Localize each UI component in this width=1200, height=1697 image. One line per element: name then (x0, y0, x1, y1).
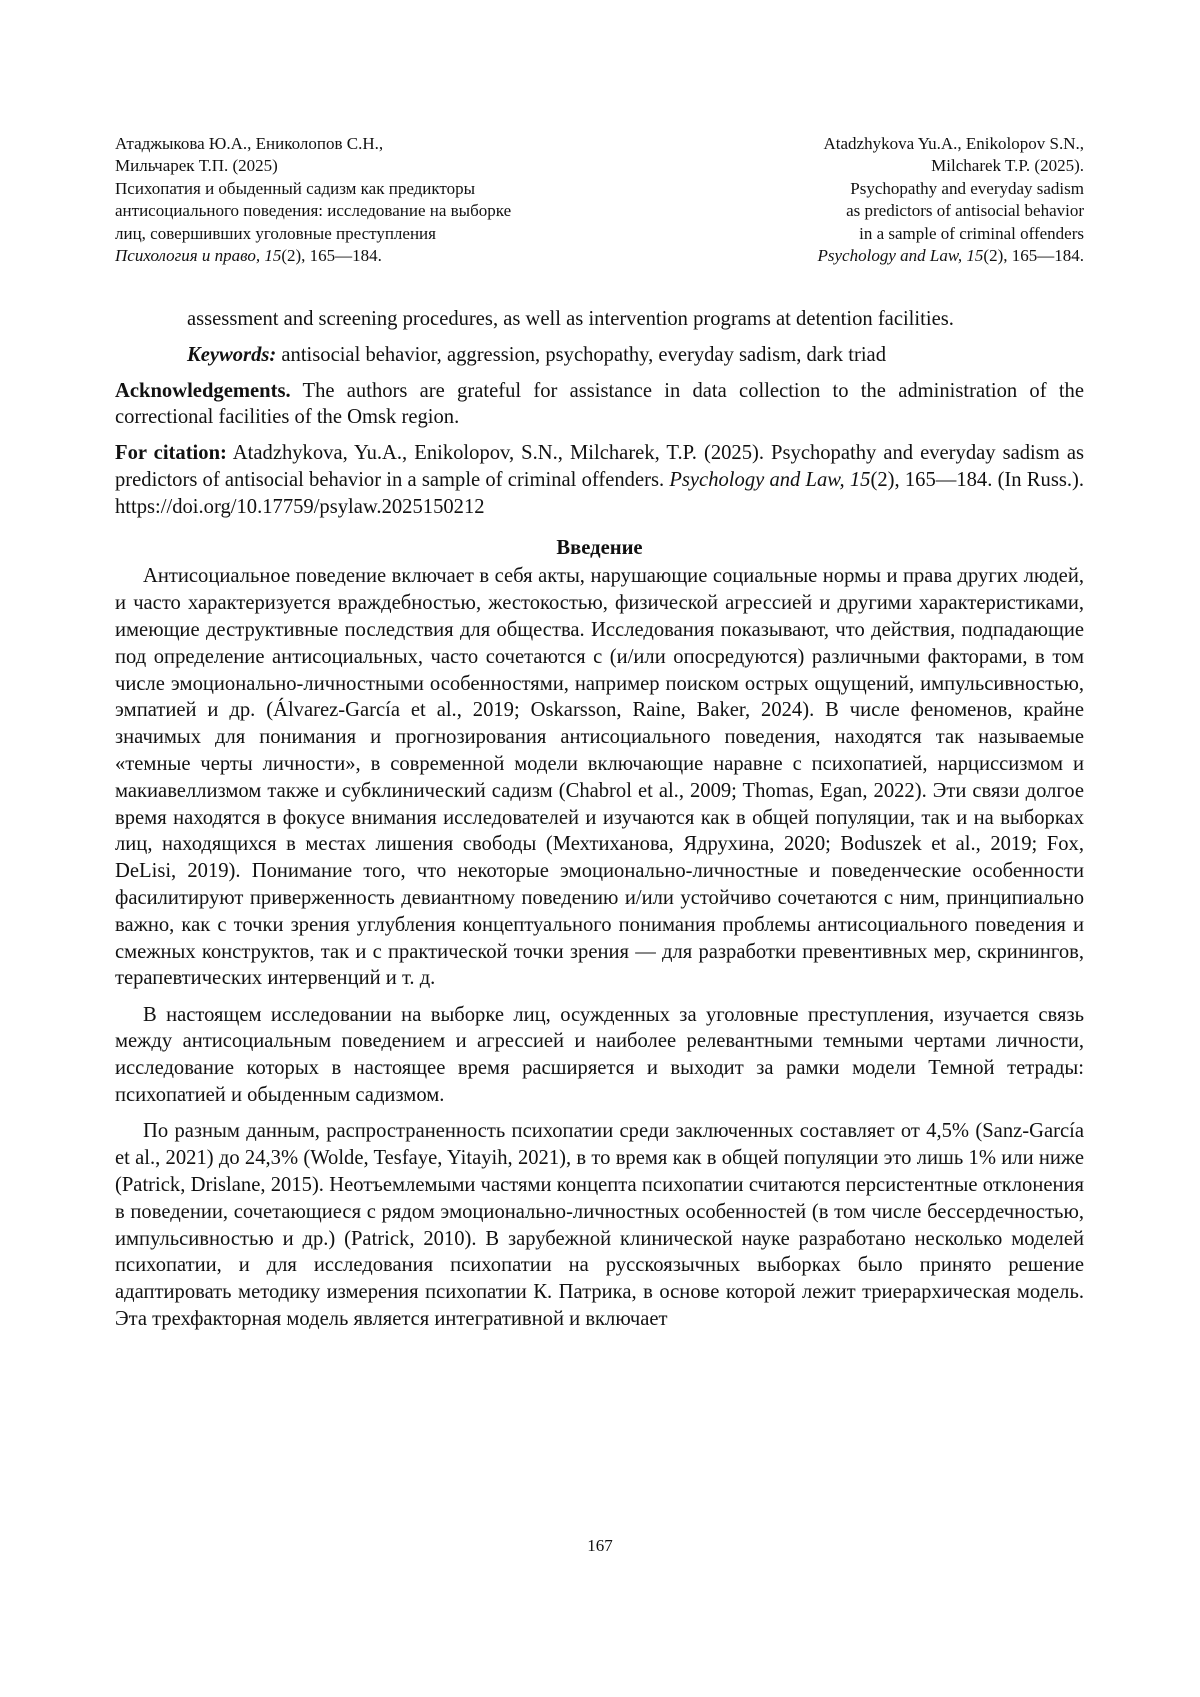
header-journal-en-name: Psychology and Law, 15 (817, 246, 984, 266)
keywords-text: antisocial behavior, aggression, psychopathy, everyday sadism, dark triad (276, 343, 886, 366)
section-heading: Введение (556, 536, 643, 559)
citation-label: For citation: (115, 442, 227, 465)
acknowledgements-label: Acknowledgements. (115, 379, 291, 402)
header-journal-ru-issue: (2), 165—184. (281, 246, 382, 266)
abstract-tail: assessment and screening procedures, as well as intervention programs at detention facilities. (187, 308, 954, 330)
header-authors-en-2: Milcharek T.P. (2025). (931, 156, 1084, 176)
running-header-english (818, 133, 1084, 267)
citation-text: Atadzhykova, Yu.A., Enikolopov, S.N., Milcharek, T.P. (2025). Psychopathy and everyday sadism as predictors of antisocial behavior in a sample of criminal offenders. (115, 442, 1085, 491)
header-authors-en-1: Atadzhykova Yu.A., Enikolopov S.N., (823, 134, 1084, 153)
header-journal-en (818, 245, 1084, 267)
acknowledgements (115, 378, 1084, 432)
paragraph-3: По разным данным, распространенность психопатии среди заключенных составляет от 4,5% (Sanz-García et al., 2021) до 24,3% (Wolde, Tesfaye, Yitayih, 2021), в то время как в общей популяции это лишь 1% или ниже (Patrick, Drislane, 2015). Неотъемлемыми частями концепта психопатии считаются персистентные отклонения в поведении, сочетающиеся с рядом эмоционально-личностных особенностей (в том числе бессердечностью, импульсивностью и др.) (Patrick, 2010). В зарубежной клинической науке разработано несколько моделей психопатии, и для исследования психопатии на русскоязычных выборках было принято решение адаптировать методику измерения психопатии К. Патрика, в основе которой лежит триерархическая модель. Эта трехфакторная модель является интегративной и включает (115, 1120, 1084, 1330)
acknowledgements-text: The authors are grateful for assistance in data collection to the administration of the correctional facilities of the Omsk region. (115, 379, 1084, 429)
citation-issue: (2), (870, 468, 900, 491)
header-title-ru-3: лиц, совершивших уголовные преступления (115, 223, 436, 243)
paragraph-1: Антисоциальное поведение включает в себя акты, нарушающие социальные нормы и права других людей, и часто характеризуется враждебностью, жестокостью, физической агрессией и другими характеристиками, имеющие деструктивные последствия для общества. Исследования показывают, что действия, подпадающие под определение антисоциальных, часто сочетаются с (и/или опосредуются) различными факторами, в том числе эмоционально-личностными особенностями, например поиском острых ощущений, импульсивностью, эмпатией и др. (Álvarez-García et al., 2019; Oskarsson, Raine, Baker, 2024). В числе феноменов, крайне значимых для понимания и прогнозирования антисоциального поведения, находятся так называемые «темные черты личности», в современной модели включающие наравне с психопатией, нарциссизмом и макиавеллизмом также и субклинический садизм (Chabrol et al., 2009; Thomas, Egan, 2022). Эти связи долгое время находятся в фокусе внимания исследователей и изучаются как в общей популяции, так и на выборках лиц, находящихся в местах лишения свободы (Мехтиханова, Ядрухина, 2020; Boduszek et al., 2019; Fox, DeLisi, 2019). Понимание того, что некоторые эмоционально-личностные и поведенческие особенности фасилитируют приверженность девиантному поведению и/или устойчиво сочетаются с ним, принципиально важно, как с точки зрения углубления концептуального понимания проблемы антисоциального поведения и смежных конструктов, так и с практической точки зрения — для разработки превентивных мер, скринингов, терапевтических интервенций и т. д. (115, 565, 1084, 990)
keywords-label: Keywords: (187, 343, 277, 366)
header-title-ru-2: антисоциального поведения: исследование на выборке (115, 201, 512, 221)
header-title-en-1: Psychopathy and everyday sadism (850, 178, 1084, 198)
header-journal-ru-name: Психология и право, 15 (115, 246, 282, 266)
citation-journal: Psychology and Law, 15 (669, 468, 871, 491)
article-body (115, 306, 1084, 1333)
header-title-en-3: in a sample of criminal offenders (859, 223, 1084, 243)
abstract-block (187, 306, 1024, 369)
running-header-russian (115, 133, 511, 267)
header-authors-ru-1: Атаджыкова Ю.А., Ениколопов С.Н., (115, 134, 384, 153)
keywords (187, 342, 1024, 369)
header-title-ru-1: Психопатия и обыденный садизм как предикторы (115, 178, 476, 198)
header-authors-ru-2: Мильчарек Т.П. (2025) (115, 156, 278, 176)
citation-doi[interactable]: 165—184. (In Russ.). https://doi.org/10.17759/psylaw.2025150212 (115, 468, 1085, 518)
header-journal-en-issue: (2), 165—184. (983, 246, 1084, 266)
header-title-en-2: as predictors of antisocial behavior (846, 201, 1084, 221)
citation (115, 440, 1084, 520)
paragraph-2: В настоящем исследовании на выборке лиц, осужденных за уголовные преступления, изучается связь между антисоциальным поведением и агрессией и наиболее релевантными темными чертами личности, исследование которых в настоящее время расширяется и выходит за рамки модели Темной тетрады: психопатией и обыденным садизмом. (115, 1003, 1084, 1107)
header-journal-ru (115, 245, 511, 267)
page-number: 167 (587, 1536, 613, 1555)
